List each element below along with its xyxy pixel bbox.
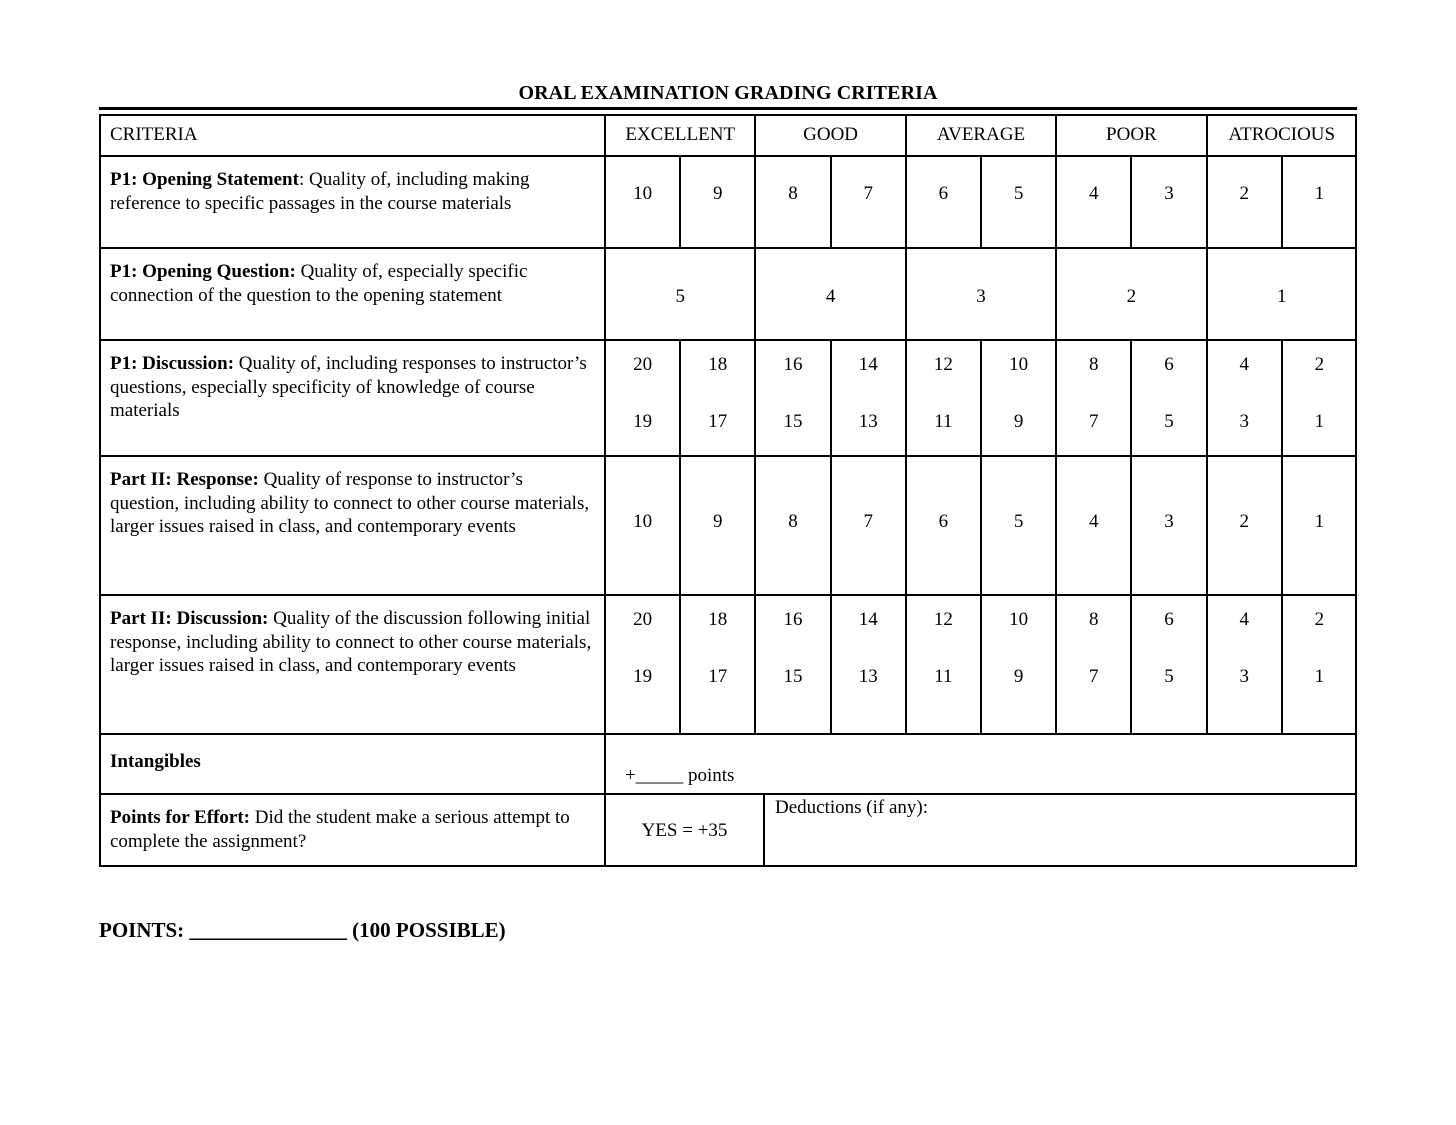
score-cell-pair[interactable] [605, 340, 680, 456]
header-criteria: CRITERIA [110, 124, 198, 145]
score-cell-pair[interactable] [605, 595, 680, 734]
score-cell[interactable]: 6 [938, 510, 949, 532]
table-rule-v [905, 248, 907, 340]
criteria-row-3 [99, 340, 605, 456]
criteria-row-5 [99, 595, 605, 734]
score-cell[interactable]: 1 [1314, 510, 1325, 532]
score-lower[interactable]: 17 [708, 411, 728, 432]
score-upper[interactable]: 18 [708, 354, 728, 375]
criteria-label-bold: Part II: Response: [110, 469, 259, 490]
effort-deductions[interactable]: Deductions (if any): [775, 797, 929, 818]
score-lower[interactable]: 1 [1314, 411, 1325, 432]
criteria-label-text: Quality of, including responses to instructor’s questions, especially specificity of knowledge of course materials [110, 353, 587, 421]
score-cell[interactable]: 4 [1089, 183, 1099, 204]
score-cell-pair[interactable] [906, 340, 981, 456]
score-lower[interactable]: 15 [783, 666, 803, 687]
score-cell[interactable]: 1 [1314, 183, 1325, 204]
criteria-label-text: Did the student make a serious attempt to complete the assignment? [110, 807, 570, 852]
score-upper[interactable]: 14 [858, 609, 878, 630]
criteria-label-text: Quality of response to instructor’s question, including ability to connect to other course materials, larger issues raised in class, and contemporary events [110, 469, 590, 537]
score-cell[interactable]: 5 [675, 286, 685, 307]
criteria-label-bold: Part II: Discussion: [110, 608, 269, 629]
score-lower[interactable]: 9 [1013, 666, 1024, 687]
table-rule-v [1055, 248, 1057, 340]
score-cell-pair[interactable] [981, 340, 1056, 456]
header-level-atrocious: ATROCIOUS [1228, 124, 1336, 145]
criteria-label-bold: P1: Discussion: [110, 353, 235, 374]
score-upper[interactable]: 10 [1009, 354, 1029, 375]
score-lower[interactable]: 7 [1089, 411, 1099, 432]
score-upper[interactable]: 20 [633, 354, 653, 375]
effort-yes[interactable]: YES = +35 [641, 819, 728, 841]
score-upper[interactable]: 20 [633, 609, 653, 630]
table-rule-v [754, 114, 756, 156]
intangibles-label-text: Intangibles [110, 751, 201, 772]
score-cell-pair[interactable] [1207, 340, 1282, 456]
score-lower[interactable]: 13 [858, 666, 878, 687]
score-cell-pair[interactable] [1056, 340, 1131, 456]
score-upper[interactable]: 4 [1239, 609, 1249, 630]
score-cell[interactable]: 9 [713, 510, 723, 532]
criteria-label-bold: P1: Opening Statement [110, 169, 299, 190]
score-cell[interactable]: 3 [976, 286, 986, 307]
score-cell[interactable]: 8 [788, 183, 798, 204]
score-cell-pair[interactable] [755, 595, 830, 734]
score-upper[interactable]: 4 [1239, 354, 1249, 375]
score-upper[interactable]: 12 [933, 609, 953, 630]
score-upper[interactable]: 6 [1164, 609, 1174, 630]
score-lower[interactable]: 1 [1314, 666, 1325, 687]
table-rule-v [754, 248, 756, 340]
score-cell-pair[interactable] [1207, 595, 1282, 734]
score-cell[interactable]: 8 [788, 510, 798, 532]
criteria-label-text: Quality of the discussion following initial response, including ability to connect to other course materials, larger issues raised in class, and contemporary events [110, 608, 592, 676]
intangibles-points-field[interactable]: +_____ points [625, 765, 735, 786]
score-cell-pair[interactable] [680, 595, 755, 734]
score-cell[interactable]: 10 [633, 510, 653, 532]
score-upper[interactable]: 14 [858, 354, 878, 375]
score-lower[interactable]: 3 [1239, 411, 1249, 432]
header-level-average: AVERAGE [936, 124, 1026, 145]
score-lower[interactable]: 11 [934, 666, 953, 687]
score-lower[interactable]: 19 [633, 411, 653, 432]
intangibles-label [99, 734, 605, 794]
score-cell[interactable]: 4 [825, 286, 836, 307]
page-title: ORAL EXAMINATION GRADING CRITERIA [518, 82, 938, 104]
criteria-label-bold: Points for Effort: [110, 807, 251, 828]
header-level-good: GOOD [803, 124, 859, 145]
score-upper[interactable]: 8 [1089, 354, 1099, 375]
score-lower[interactable]: 5 [1164, 666, 1174, 687]
score-upper[interactable]: 2 [1314, 609, 1325, 630]
score-cell[interactable]: 3 [1164, 183, 1174, 204]
score-cell[interactable]: 6 [938, 183, 949, 204]
score-upper[interactable]: 8 [1089, 609, 1099, 630]
criteria-row-4 [99, 456, 605, 595]
score-cell[interactable]: 2 [1126, 286, 1137, 307]
score-cell[interactable]: 4 [1089, 510, 1099, 532]
score-cell[interactable]: 2 [1239, 510, 1249, 532]
score-upper[interactable]: 6 [1164, 354, 1174, 375]
score-lower[interactable]: 9 [1013, 411, 1024, 432]
score-cell[interactable]: 5 [1013, 183, 1024, 204]
score-cell-pair[interactable] [755, 340, 830, 456]
score-cell[interactable]: 7 [863, 510, 873, 532]
title-rule [99, 107, 1357, 110]
score-cell[interactable]: 5 [1013, 510, 1024, 532]
score-cell[interactable]: 1 [1277, 286, 1287, 307]
score-cell[interactable]: 7 [863, 183, 873, 204]
score-cell-pair[interactable] [831, 340, 906, 456]
score-upper[interactable]: 16 [783, 354, 803, 375]
score-cell-pair[interactable] [1282, 595, 1357, 734]
score-upper[interactable]: 2 [1314, 354, 1325, 375]
score-lower[interactable]: 11 [934, 411, 953, 432]
score-cell-pair[interactable] [906, 595, 981, 734]
score-cell-pair[interactable] [831, 595, 906, 734]
criteria-label-bold: P1: Opening Question: [110, 261, 296, 282]
score-cell-pair[interactable] [1131, 340, 1206, 456]
score-cell[interactable]: 9 [713, 183, 723, 204]
grading-table [99, 114, 1357, 867]
score-lower[interactable]: 19 [633, 666, 653, 687]
score-lower[interactable]: 5 [1164, 411, 1174, 432]
table-rule-v [905, 114, 907, 156]
header-level-excellent: EXCELLENT [625, 124, 736, 145]
criteria-label-text: : Quality of, including making reference to specific passages in the course materials [110, 169, 530, 214]
score-lower[interactable]: 3 [1239, 666, 1249, 687]
score-lower[interactable]: 17 [708, 666, 728, 687]
score-cell-pair[interactable] [1056, 595, 1131, 734]
score-upper[interactable]: 18 [708, 609, 728, 630]
score-cell[interactable]: 2 [1239, 183, 1249, 204]
table-rule-v [1055, 114, 1057, 156]
score-cell-pair[interactable] [680, 340, 755, 456]
total-points-line: POINTS: _______________ (100 POSSIBLE) [99, 918, 506, 942]
table-rule-v [1206, 114, 1208, 156]
effort-label [99, 794, 605, 867]
criteria-row-1 [99, 156, 605, 248]
score-lower[interactable]: 15 [783, 411, 803, 432]
score-lower[interactable]: 13 [858, 411, 878, 432]
score-cell[interactable]: 10 [633, 183, 653, 204]
criteria-label-text: Quality of, especially specific connection of the question to the opening statement [110, 261, 528, 306]
score-cell-pair[interactable] [1131, 595, 1206, 734]
score-upper[interactable]: 10 [1009, 609, 1029, 630]
score-cell-pair[interactable] [1282, 340, 1357, 456]
score-lower[interactable]: 7 [1089, 666, 1099, 687]
score-upper[interactable]: 16 [783, 609, 803, 630]
table-rule-v [1206, 248, 1208, 340]
score-upper[interactable]: 12 [933, 354, 953, 375]
score-cell-pair[interactable] [981, 595, 1056, 734]
score-cell[interactable]: 3 [1164, 510, 1174, 532]
criteria-row-2 [99, 248, 605, 340]
header-level-poor: POOR [1106, 124, 1157, 145]
